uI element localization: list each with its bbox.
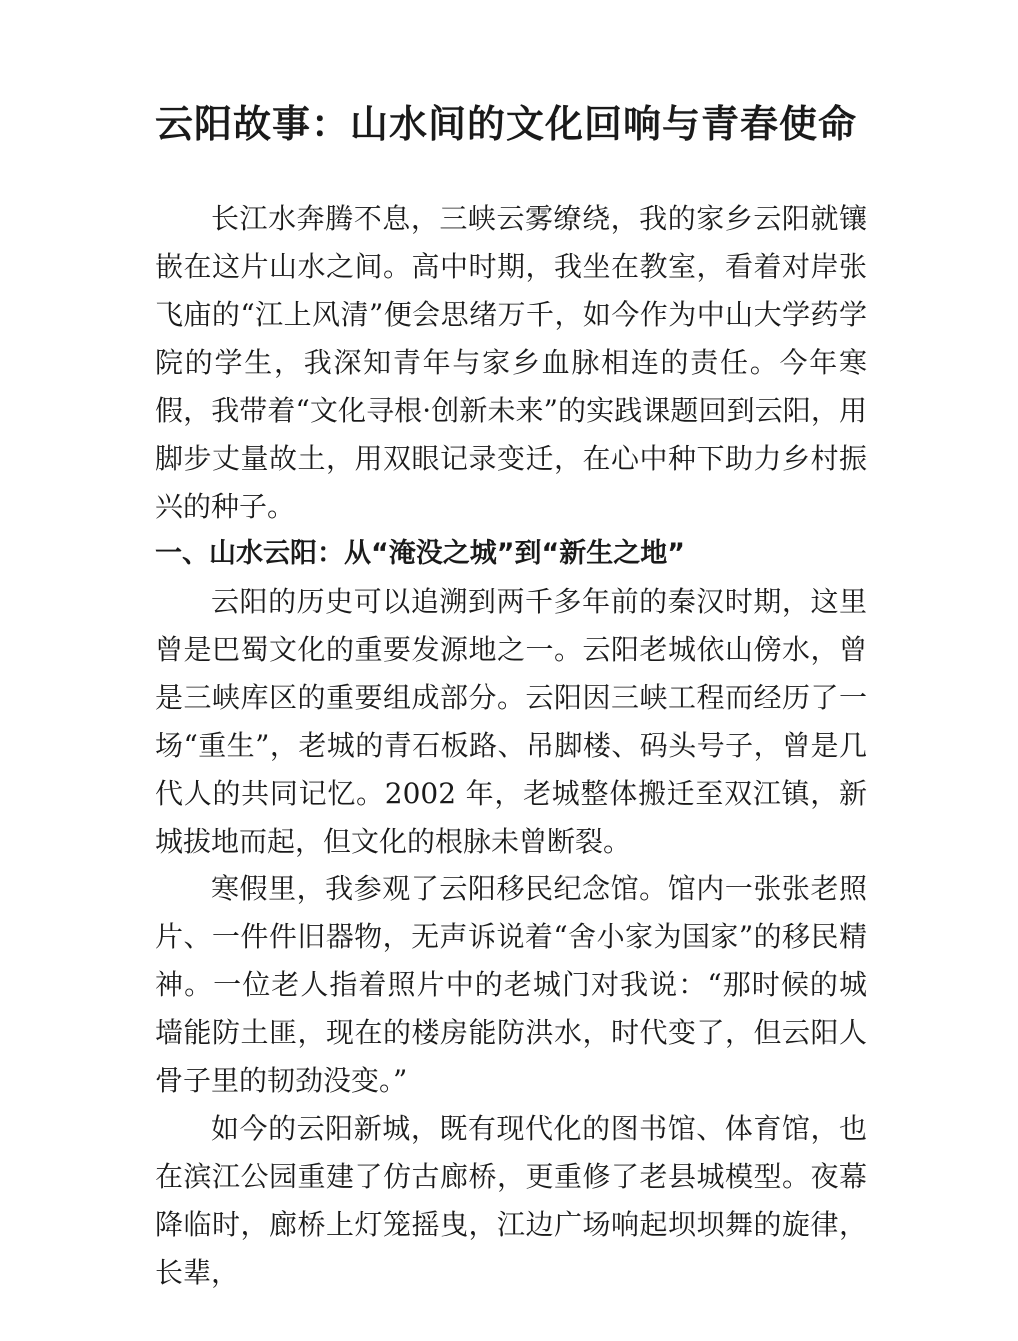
section-heading: 一、山水云阳：从“淹没之城”到“新生之地” [155,538,685,569]
body-paragraph-3: 如今的云阳新城，既有现代化的图书馆、体育馆，也在滨江公园重建了仿古廊桥，更重修了老县城模型。夜幕降临时，廊桥上灯笼摇曳，江边广场响起坝坝舞的旋律，长辈， [155,1112,867,1289]
body-paragraph-2: 寒假里，我参观了云阳移民纪念馆。馆内一张张老照片、一件件旧器物，无声诉说着“舍小家为国家”的移民精神。一位老人指着照片中的老城门对我说：“那时候的城墙能防土匪，现在的楼房能防洪水，时代变了，但云阳人骨子里的韧劲没变。” [155,872,867,1097]
body-paragraph-1: 云阳的历史可以追溯到两千多年前的秦汉时期，这里曾是巴蜀文化的重要发源地之一。云阳老城依山傍水，曾是三峡库区的重要组成部分。云阳因三峡工程而经历了一场“重生”，老城的青石板路、吊脚楼、码头号子，曾是几代人的共同记忆。2002 年，老城整体搬迁至双江镇，新城拔地而起，但文化的根脉未曾断裂。 [155,585,867,858]
document-title: 云阳故事：山水间的文化回响与青春使命 [155,101,858,146]
intro-paragraph: 长江水奔腾不息，三峡云雾缭绕，我的家乡云阳就镶嵌在这片山水之间。高中时期，我坐在教室，看着对岸张飞庙的“江上风清”便会思绪万千，如今作为中山大学药学院的学生，我深知青年与家乡血脉相连的责任。今年寒假，我带着“文化寻根·创新未来”的实践课题回到云阳，用脚步丈量故土，用双眼记录变迁，在心中种下助力乡村振兴的种子。 [155,202,867,523]
